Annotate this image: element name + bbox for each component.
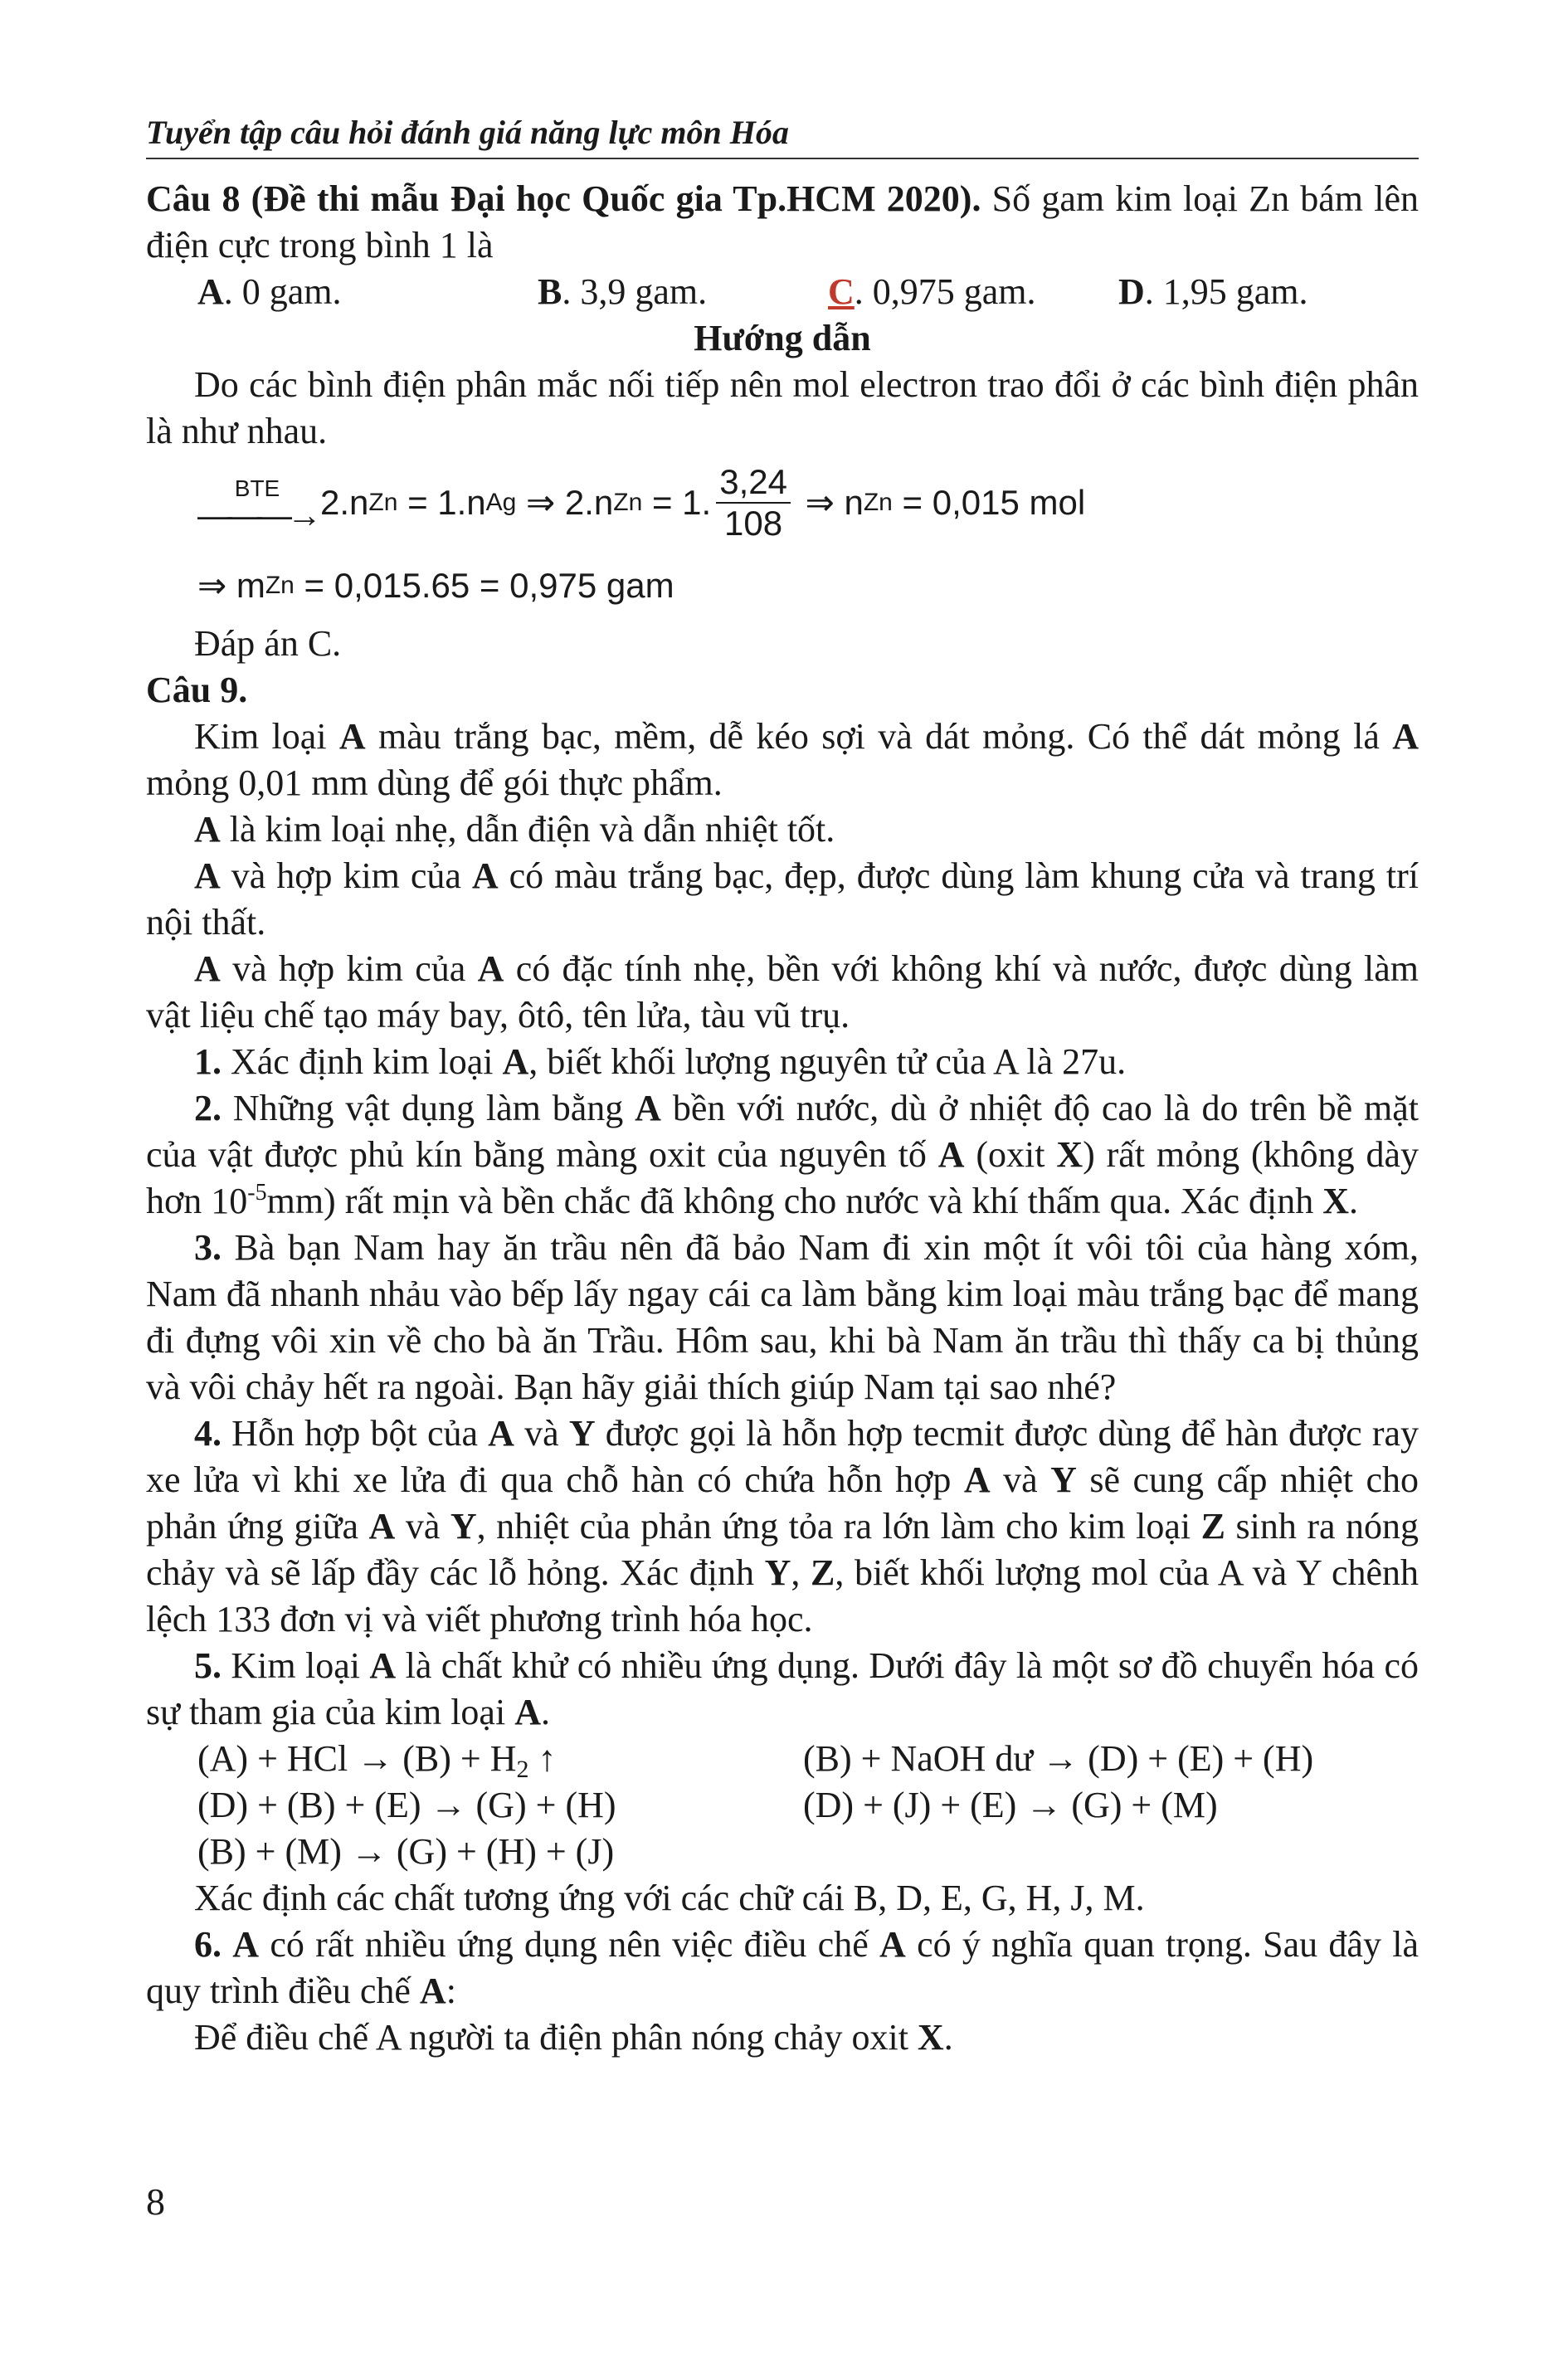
q9-item-3	[146, 1225, 1419, 1410]
q9-item-1	[146, 1039, 1419, 1085]
fraction-denominator: 108	[724, 504, 783, 543]
eq1-part: ⇒ 2.n	[516, 483, 614, 522]
q9-item-6	[146, 1922, 1419, 2014]
text: Y	[1050, 1459, 1077, 1500]
text: có đặc tính nhẹ, bền với không khí và nước, được dùng làm vật liệu chế tạo máy bay, ôtô, tên lửa, tàu vũ trụ.	[146, 948, 1419, 1035]
reaction-text: ↑	[528, 1738, 557, 1779]
text: Để điều chế A người ta điện phân nóng chảy oxit	[194, 2017, 918, 2058]
subscript: 2	[516, 1756, 529, 1783]
reaction-row	[197, 1736, 1419, 1782]
text: là kim loại nhẹ, dẫn điện và dẫn nhiệt tốt.	[220, 809, 835, 850]
text: A	[194, 948, 221, 989]
text: :	[446, 1971, 456, 2011]
fraction	[716, 462, 791, 543]
q9-item-2	[146, 1085, 1419, 1225]
equation-2	[146, 551, 1419, 621]
option-c-text: . 0,975 gam.	[854, 271, 1036, 312]
text: , biết khối lượng nguyên tử của A là 27u.	[528, 1041, 1127, 1082]
q9-paragraph-1	[146, 714, 1419, 806]
text: mm) rất mịn và bền chắc đã không cho nước và khí thấm qua. Xác định	[266, 1181, 1323, 1221]
q9-item-6-text	[146, 2014, 1419, 2061]
text: A	[194, 855, 221, 896]
text: Hỗn hợp bột của	[222, 1413, 489, 1454]
option-b-text: . 3,9 gam.	[562, 271, 708, 312]
eq1-sub: Zn	[613, 489, 643, 516]
text: A	[879, 1924, 906, 1965]
text: A	[963, 1459, 991, 1500]
text: màu trắng bạc, mềm, dễ kéo sợi và dát mỏng. Có thể dát mỏng lá	[365, 716, 1393, 757]
text: và hợp kim của	[220, 855, 472, 896]
text: có ý nghĩa quan trọng. Sau đây là quy trình điều chế	[146, 1924, 1419, 2011]
text: A	[1392, 716, 1419, 757]
item-number: 5.	[194, 1645, 222, 1686]
item-number: 2.	[194, 1088, 222, 1128]
eq1-sub: Zn	[863, 489, 893, 516]
text: A	[471, 855, 499, 896]
text: Bà bạn Nam hay ăn trầu nên đã bảo Nam đi xin một ít vôi tôi của hàng xóm, Nam đã nhanh nhảu vào bếp lấy ngay cái ca làm bằng kim loại màu trắng bạc để mang đi đựng vôi xin về cho bà ăn Trầu. Hôm sau, khi bà Nam ăn trầu thì thấy ca bị thủng và vôi chảy hết ra ngoài. Bạn hãy giải thích giúp Nam tại sao nhé?	[146, 1227, 1419, 1407]
reaction: (B) + NaOH dư → (D) + (E) + (H)	[803, 1738, 1314, 1779]
text: mỏng 0,01 mm dùng để gói thực phẩm.	[146, 762, 723, 803]
item-number: 3.	[194, 1227, 222, 1268]
text: Y	[764, 1552, 791, 1593]
text: .	[1349, 1181, 1359, 1221]
question-8-options	[146, 269, 1419, 315]
text: sẽ cung cấp nhiệt cho phản ứng giữa	[146, 1459, 1419, 1547]
guide-title: Hướng dẫn	[694, 318, 871, 358]
text: Y	[450, 1506, 477, 1547]
option-a	[197, 269, 538, 315]
bte-arrow-label: BTE	[234, 475, 280, 501]
text: X	[1056, 1134, 1083, 1175]
text: và hợp kim của	[220, 948, 478, 989]
eq1-part: ⇒ n	[795, 483, 864, 522]
text: A	[488, 1413, 514, 1454]
text: A	[194, 809, 221, 850]
running-header: Tuyển tập câu hỏi đánh giá năng lực môn Hóa	[146, 111, 1419, 159]
text: A	[477, 948, 504, 989]
eq2-part: = 0,015.65 = 0,975 gam	[294, 566, 674, 605]
option-c-letter: C	[828, 271, 855, 312]
text: được gọi là hỗn hợp tecmit được dùng để hàn được ray xe lửa vì khi xe lửa đi qua chỗ hàn có chứa hỗn hợp	[146, 1413, 1419, 1500]
text: , nhiệt của phản ứng tỏa ra lớn làm cho kim loại	[476, 1506, 1201, 1547]
eq1-part: 2.n	[320, 483, 369, 522]
page-number: 8	[146, 2180, 165, 2223]
q9-item-5-task: Xác định các chất tương ứng với các chữ cái B, D, E, G, H, J, M.	[194, 1878, 1145, 1918]
text: A	[368, 1506, 396, 1547]
q9-paragraph-4	[146, 946, 1419, 1039]
text: và	[514, 1413, 569, 1454]
q9-paragraph-2	[146, 806, 1419, 853]
answer: Đáp án C.	[194, 623, 342, 664]
reaction: (D) + (B) + (E) → (G) + (H)	[197, 1785, 616, 1825]
text: là chất khử có nhiều ứng dụng. Dưới đây là một sơ đồ chuyển hóa có sự tham gia của kim loại	[146, 1645, 1419, 1732]
q9-item-5	[146, 1643, 1419, 1736]
text: .	[943, 2017, 953, 2058]
text	[222, 1924, 232, 1965]
text: và	[990, 1459, 1051, 1500]
bte-arrow	[197, 475, 317, 534]
text: A	[514, 1692, 541, 1732]
text: và	[395, 1506, 450, 1547]
long-arrow-icon: ———→	[197, 495, 317, 534]
text: Y	[568, 1413, 596, 1454]
text: A	[502, 1041, 529, 1082]
fraction-numerator: 3,24	[716, 462, 791, 504]
item-number: 1.	[194, 1041, 222, 1082]
eq1-part: = 0,015 mol	[892, 483, 1086, 522]
eq1-sub: Ag	[485, 489, 517, 516]
page-content	[146, 176, 1419, 2061]
question-8-text: Số gam kim loại Zn bám lên điện cực trong bình 1 là	[146, 178, 1419, 266]
text: ) rất mỏng (không dày hơn 10	[146, 1134, 1419, 1221]
option-a-letter: A	[197, 271, 224, 312]
eq1-part: = 1.n	[397, 483, 486, 522]
text: A	[369, 1645, 397, 1686]
reaction-scheme	[146, 1736, 1419, 1875]
option-a-text: . 0 gam.	[223, 271, 342, 312]
text: (oxit	[964, 1134, 1057, 1175]
q9-item-4	[146, 1410, 1419, 1643]
text: A	[937, 1134, 965, 1175]
text: Kim loại	[194, 716, 339, 757]
question-8-label: Câu 8 (Đề thi mẫu Đại học Quốc gia Tp.HCM 2020).	[146, 178, 981, 219]
text: ,	[791, 1552, 811, 1593]
text: bền với nước, dù ở nhiệt độ cao là do trên bề mặt của vật được phủ kín bằng màng oxit của nguyên tố	[146, 1088, 1419, 1175]
option-d-letter: D	[1118, 271, 1145, 312]
text: .	[540, 1692, 550, 1732]
reaction: (D) + (J) + (E) → (G) + (M)	[803, 1785, 1218, 1825]
option-b-letter: B	[538, 271, 562, 312]
eq1-part: = 1.	[642, 483, 712, 522]
eq2-part: ⇒ m	[197, 566, 265, 605]
option-c	[828, 269, 1118, 315]
equation-1	[146, 455, 1419, 551]
option-d-text: . 1,95 gam.	[1144, 271, 1308, 312]
text: , biết khối lượng mol của A và Y chênh lệch 133 đơn vị và viết phương trình hóa học.	[146, 1552, 1419, 1639]
reaction-row	[197, 1782, 1419, 1829]
text: X	[917, 2017, 944, 2058]
reaction-row	[197, 1829, 1419, 1875]
option-b	[538, 269, 828, 315]
eq2-sub: Zn	[265, 572, 295, 599]
option-d	[1118, 269, 1308, 315]
question-8	[146, 176, 1419, 269]
item-number: 4.	[194, 1413, 222, 1454]
text: X	[1322, 1181, 1350, 1221]
text: Z	[1200, 1506, 1225, 1547]
reaction	[197, 1736, 803, 1782]
superscript: -5	[247, 1180, 267, 1206]
guide-text: Do các bình điện phân mắc nối tiếp nên mol electron trao đổi ở các bình điện phân là như nhau.	[146, 364, 1419, 451]
reaction-text: (A) + HCl → (B) + H	[197, 1738, 517, 1779]
text: Những vật dụng làm bằng	[222, 1088, 635, 1128]
reaction: (B) + (M) → (G) + (H) + (J)	[197, 1831, 615, 1872]
text: Xác định kim loại	[222, 1041, 503, 1082]
text: Kim loại	[222, 1645, 370, 1686]
text: A	[338, 716, 366, 757]
text: có rất nhiều ứng dụng nên việc điều chế	[259, 1924, 880, 1965]
text: Z	[811, 1552, 835, 1593]
question-9-label: Câu 9.	[146, 670, 248, 710]
text: A	[635, 1088, 661, 1128]
item-number: 6.	[194, 1924, 222, 1965]
text: có màu trắng bạc, đẹp, được dùng làm khung cửa và trang trí nội thất.	[146, 855, 1419, 943]
text: A	[232, 1924, 260, 1965]
eq1-sub: Zn	[368, 489, 398, 516]
text: sinh ra nóng chảy và sẽ lấp đầy các lỗ hỏng. Xác định	[146, 1506, 1419, 1593]
q9-paragraph-3	[146, 853, 1419, 946]
text: A	[419, 1971, 446, 2011]
